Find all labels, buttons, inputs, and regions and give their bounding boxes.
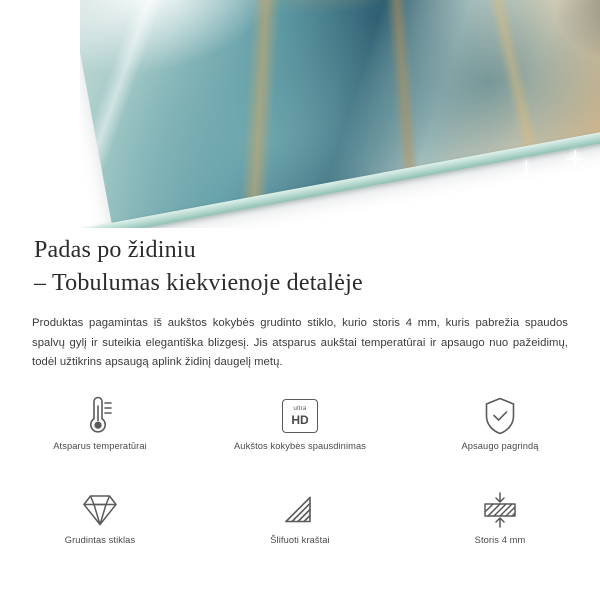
feature-protects-surface (400, 392, 600, 472)
hero-image (0, 0, 600, 228)
feature-label: Apsaugo pagrindą (461, 441, 539, 451)
polished-edges-icon (279, 486, 321, 534)
sparkle-small-icon (566, 150, 584, 168)
feature-label: Atsparus temperatūrai (53, 441, 147, 451)
diamond-icon (78, 486, 122, 534)
feature-label: Šlifuoti kraštai (270, 535, 330, 545)
headline-line-2: – Tobulumas kiekvienoje detalėje (34, 270, 363, 296)
feature-label: Aukštos kokybės spausdinimas (234, 441, 366, 451)
ultra-hd-icon (282, 392, 318, 440)
hero-left-mask (0, 0, 80, 228)
feature-high-quality-print (200, 392, 400, 472)
ultra-hd-badge-bottom: HD (291, 412, 309, 427)
feature-label: Storis 4 mm (474, 535, 526, 545)
shield-check-icon (480, 392, 520, 440)
thermometer-icon (80, 392, 120, 440)
feature-label: Grudintas stiklas (64, 535, 136, 545)
headline-line-1: Padas po židiniu (34, 237, 196, 263)
feature-grid (0, 392, 600, 566)
feature-thickness (400, 486, 600, 566)
text-content (0, 228, 600, 373)
feature-temperature-resistant (0, 392, 200, 472)
sparkle-medium-icon (544, 180, 570, 206)
description-paragraph: Produktas pagamintas iš aukštos kokybės grudinto stiklo, kurio storis 4 mm, kuris pabrežia spaudos spalvų gylį ir suteikia elegantiška blizgesį. Jis atsparus aukštai temperatūrai ir apsaugo nuo pažeidimų, todėl užtikrins apsaugą aplink židinį daugelį metų. (32, 317, 568, 368)
glass-panel-artwork (62, 0, 600, 228)
feature-polished-edges (200, 486, 400, 566)
feature-tempered-glass (0, 486, 200, 566)
thickness-icon (479, 486, 521, 534)
page-title (0, 228, 600, 300)
ultra-hd-badge-top: ultra (293, 405, 307, 413)
sparkle-large-icon (504, 160, 548, 204)
